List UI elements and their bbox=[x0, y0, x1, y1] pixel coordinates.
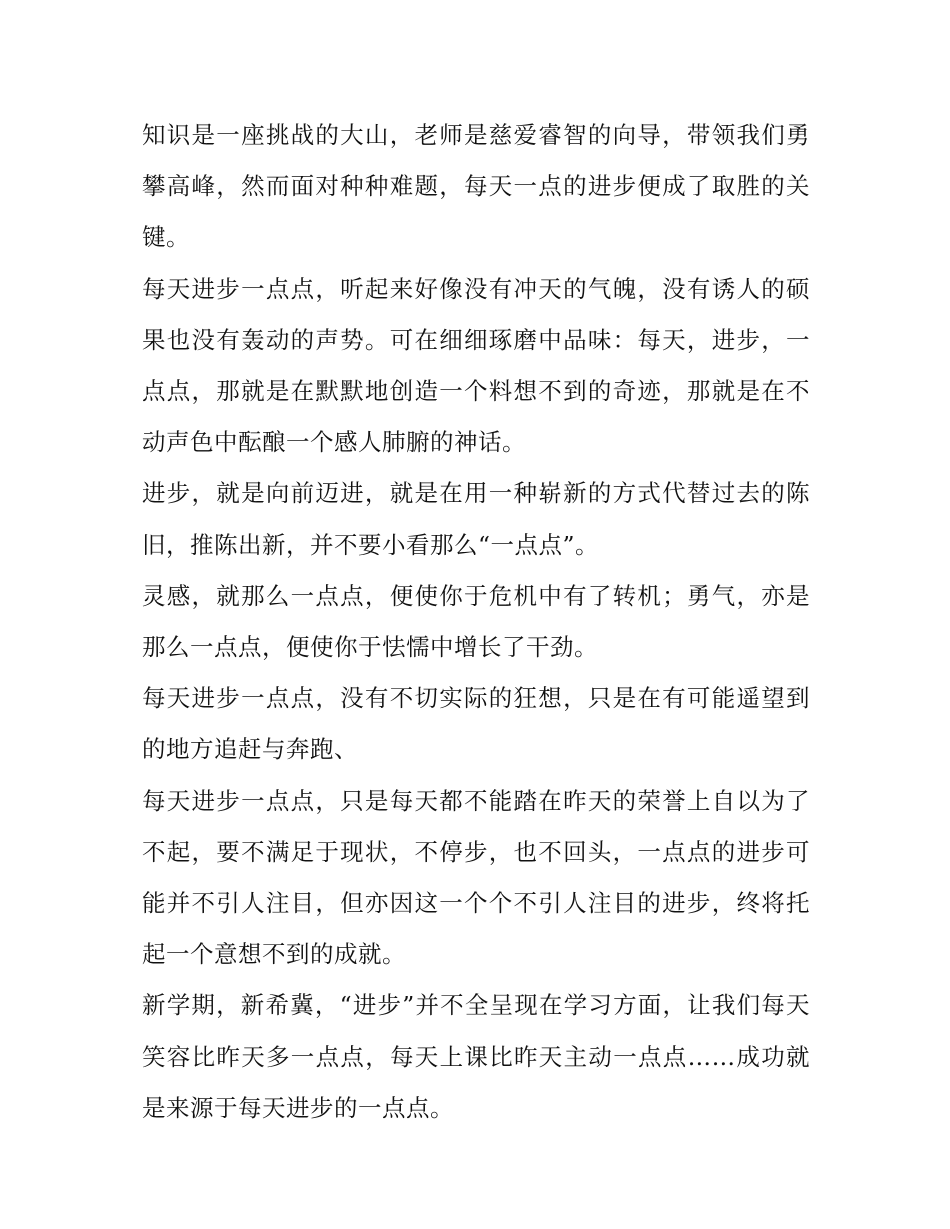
paragraph-4: 灵感，就那么一点点，便使你于危机中有了转机；勇气，亦是那么一点点，便使你于怯懦中增长了干劲。 bbox=[142, 581, 810, 662]
document-page bbox=[142, 110, 810, 1134]
paragraph-6: 每天进步一点点，只是每天都不能踏在昨天的荣誉上自以为了不起，要不满足于现状，不停步，也不回头，一点点的进步可能并不引人注目，但亦因这一个个不引人注目的进步，终将托起一个意想不到的成就。 bbox=[142, 786, 810, 969]
paragraph-2: 每天进步一点点，听起来好像没有冲天的气魄，没有诱人的硕果也没有轰动的声势。可在细细琢磨中品味：每天，进步，一点点，那就是在默默地创造一个料想不到的奇迹，那就是在不动声色中酝酿一个感人肺腑的神话。 bbox=[142, 274, 810, 457]
paragraph-7: 新学期，新希冀，“进步”并不全呈现在学习方面，让我们每天笑容比昨天多一点点，每天上课比昨天主动一点点……成功就是来源于每天进步的一点点。 bbox=[142, 991, 810, 1122]
paragraph-1: 知识是一座挑战的大山，老师是慈爱睿智的向导，带领我们勇攀高峰，然而面对种种难题，每天一点的进步便成了取胜的关键。 bbox=[142, 121, 810, 252]
paragraph-5: 每天进步一点点，没有不切实际的狂想，只是在有可能遥望到的地方追赶与奔跑、 bbox=[142, 684, 810, 764]
paragraph-3: 进步，就是向前迈进，就是在用一种崭新的方式代替过去的陈旧，推陈出新，并不要小看那么“一点点”。 bbox=[142, 479, 810, 559]
